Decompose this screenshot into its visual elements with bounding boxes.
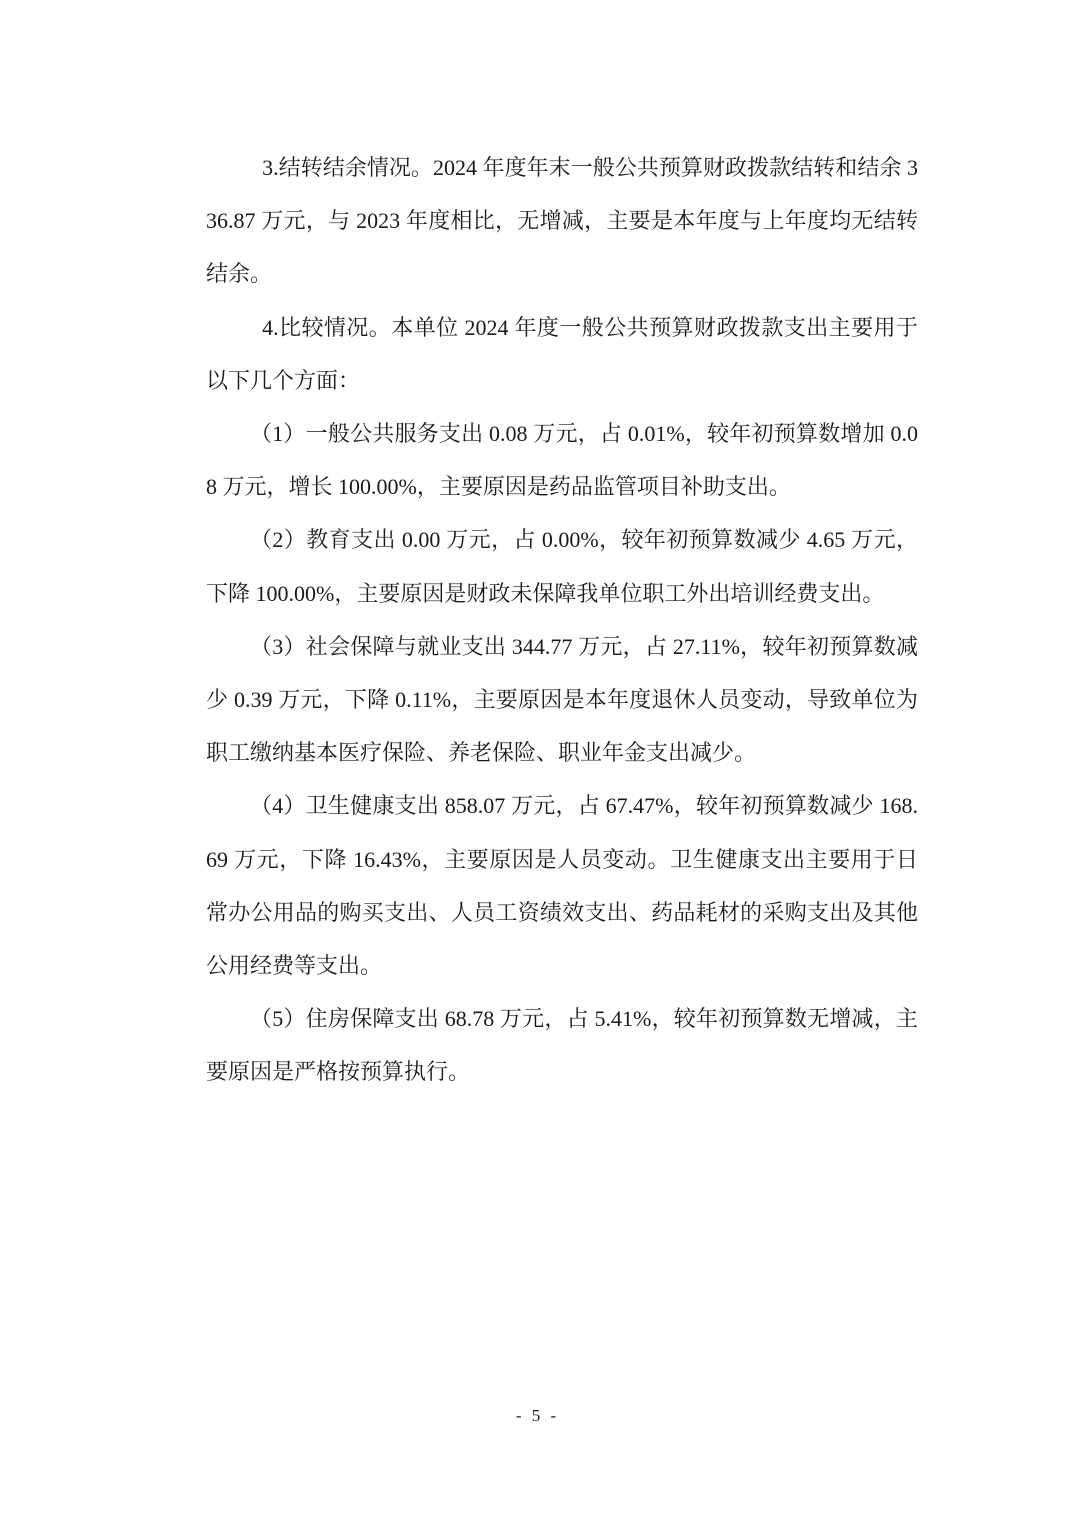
paragraph-item-3-social-security-employment: （3）社会保障与就业支出 344.77 万元，占 27.11%，较年初预算数减少 0.39 万元，下降 0.11%，主要原因是本年度退休人员变动，导致单位为职工缴纳基本医疗保险、养老保险、职业年金支出减少。 bbox=[206, 633, 918, 766]
paragraph-item-2-education: （2）教育支出 0.00 万元，占 0.00%，较年初预算数减少 4.65 万元，下降 100.00%，主要原因是财政未保障我单位职工外出培训经费支出。 bbox=[206, 527, 918, 606]
paragraph-item-1-general-public-services: （1）一般公共服务支出 0.08 万元，占 0.01%，较年初预算数增加 0.08 万元，增长 100.00%，主要原因是药品监管项目补助支出。 bbox=[206, 421, 918, 500]
page-number: - 5 - bbox=[515, 1406, 560, 1425]
paragraph-item-5-housing-security: （5）住房保障支出 68.78 万元，占 5.41%，较年初预算数无增减，主要原因是严格按预算执行。 bbox=[206, 1006, 918, 1085]
paragraph-3-carryover-balance: 3.结转结余情况。2024 年度年末一般公共预算财政拨款结转和结余 336.87 万元，与 2023 年度相比，无增减，主要是本年度与上年度均无结转结余。 bbox=[206, 155, 918, 287]
paragraph-4-comparison: 4.比较情况。本单位 2024 年度一般公共预算财政拨款支出主要用于以下几个方面： bbox=[206, 314, 918, 393]
document-body bbox=[206, 141, 918, 1099]
paragraph-item-4-health: （4）卫生健康支出 858.07 万元，占 67.47%，较年初预算数减少 168.69 万元，下降 16.43%，主要原因是人员变动。卫生健康支出主要用于日常办公用品的购买支出、人员工资绩效支出、药品耗材的采购支出及其他公用经费等支出。 bbox=[206, 793, 918, 979]
